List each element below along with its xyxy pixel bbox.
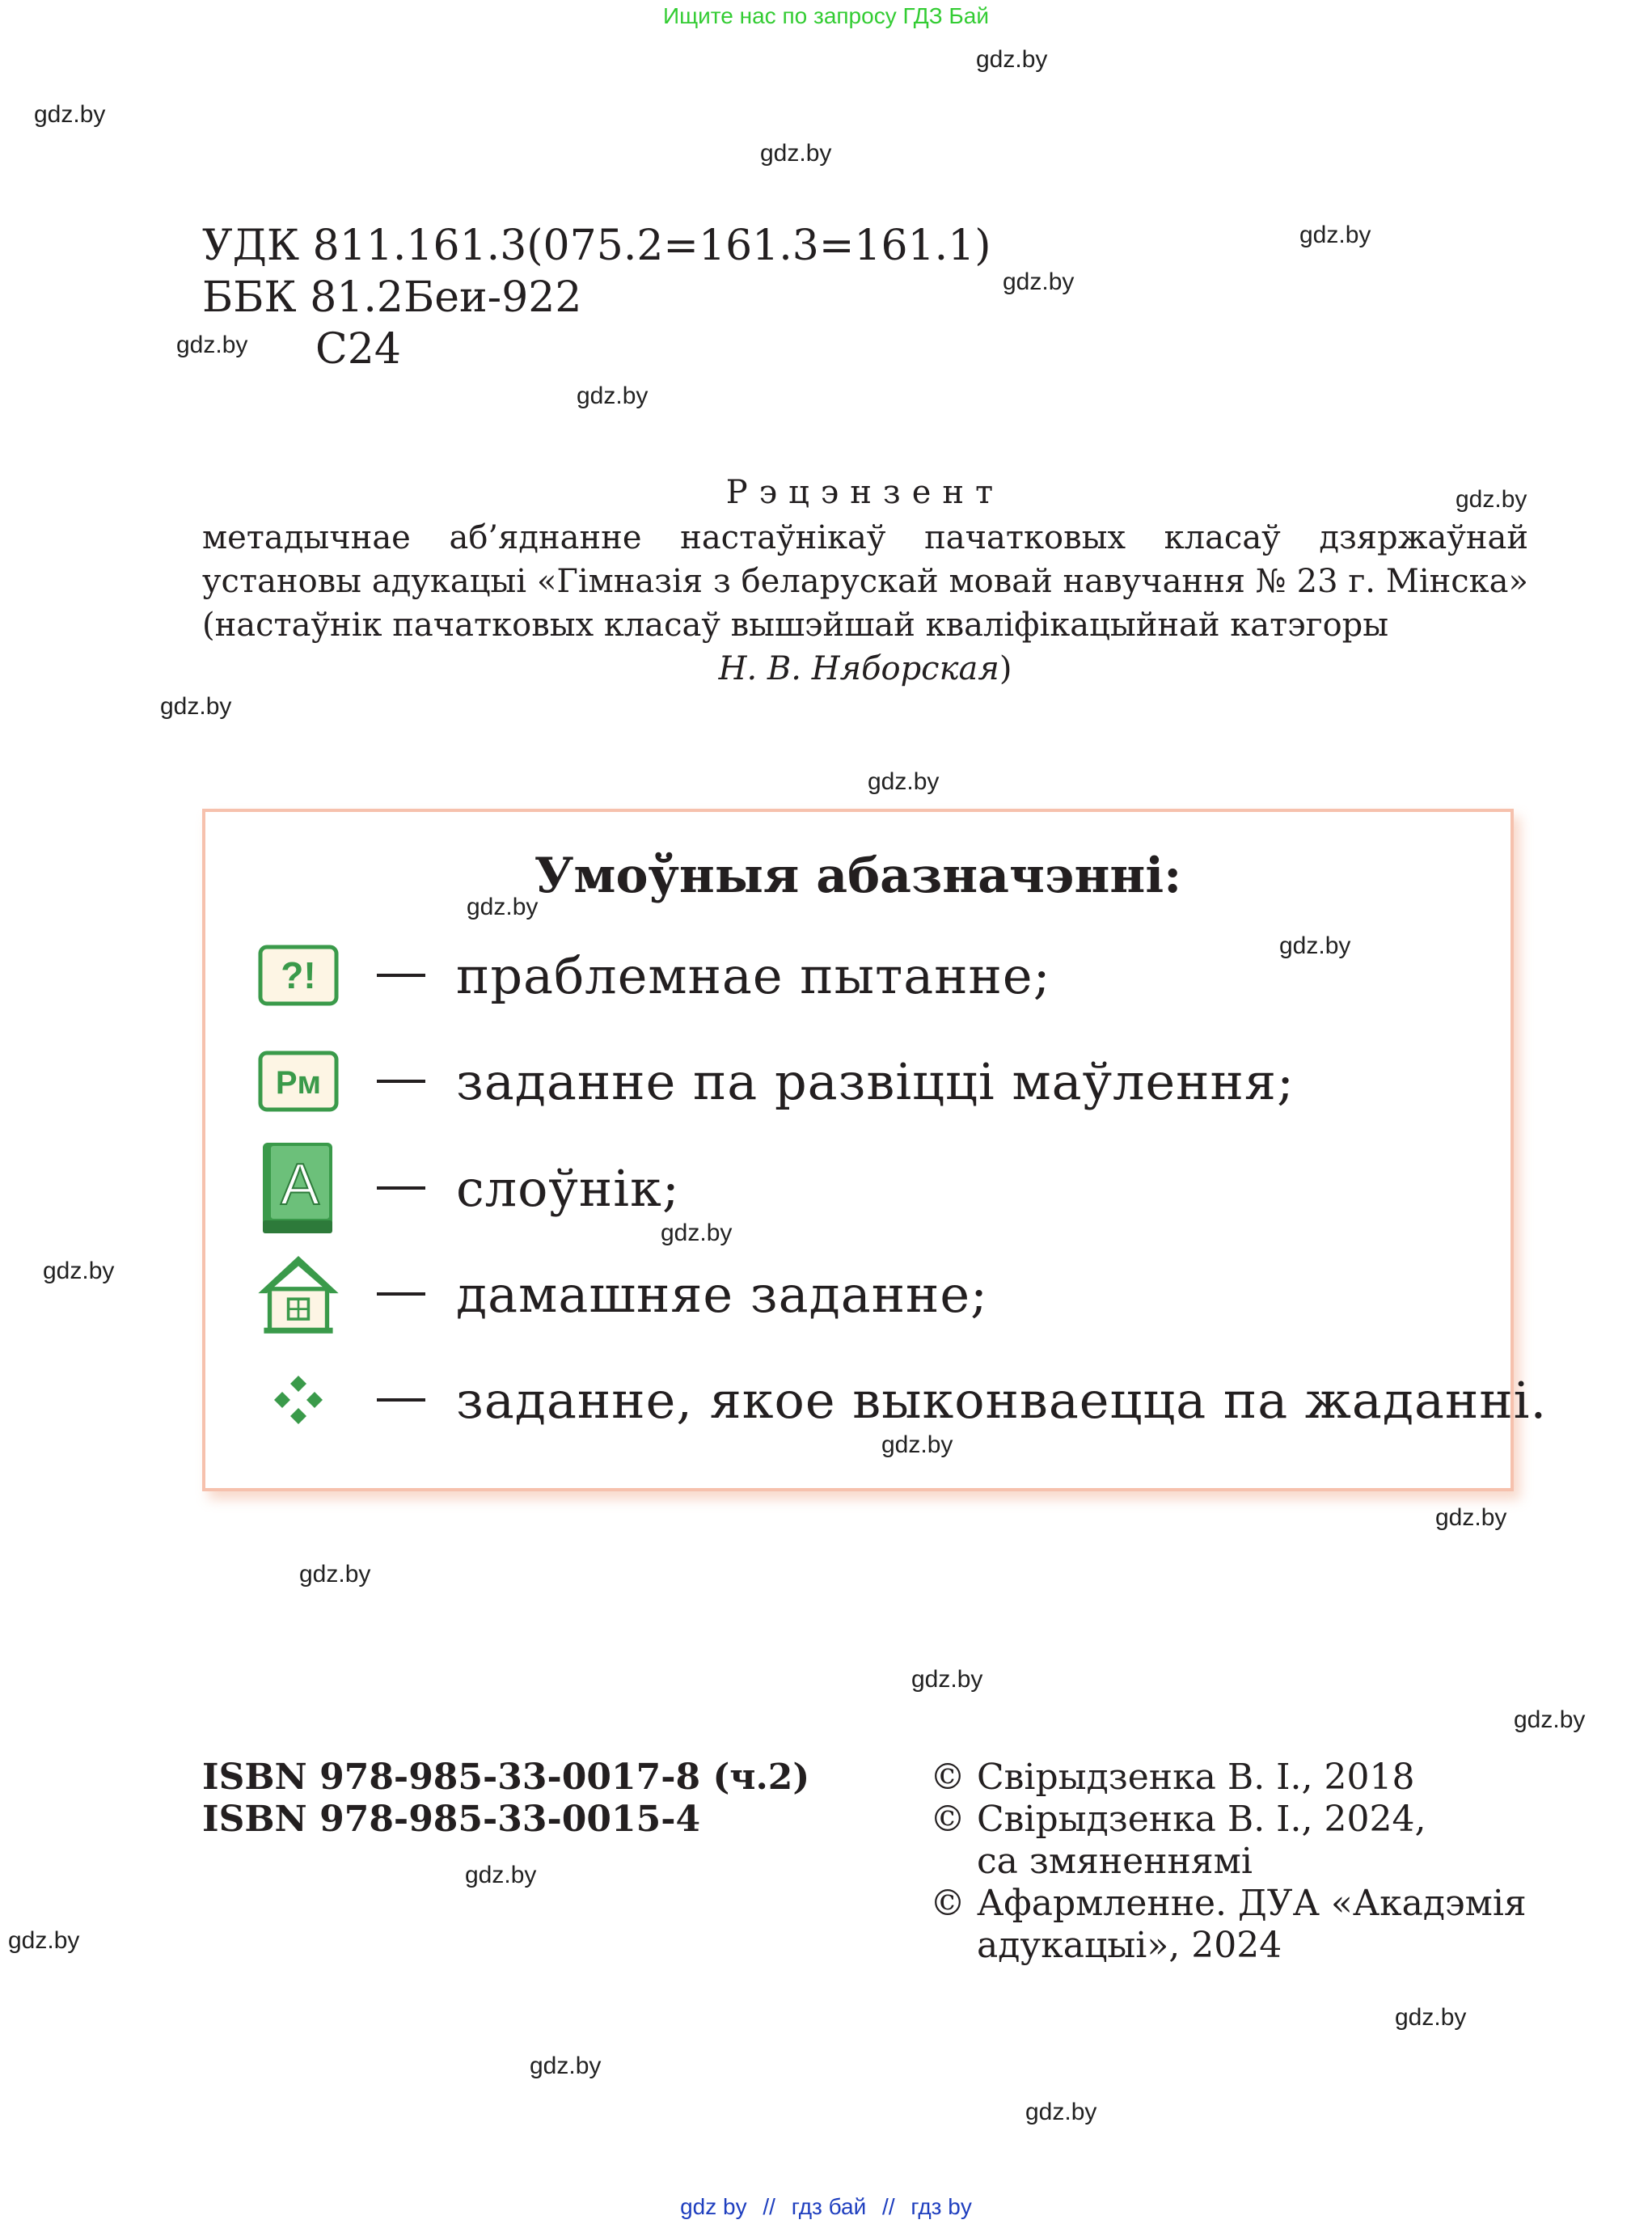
watermark: gdz.by (1025, 2099, 1097, 2125)
watermark: gdz.by (176, 332, 248, 358)
udk-code: УДК 811.161.3(075.2=161.3=161.1) (202, 222, 991, 270)
legend-item (254, 1037, 1295, 1126)
legend-box (202, 809, 1548, 1491)
legend-dash (377, 1292, 425, 1296)
legend-title: Умоўныя абазначэнні: (534, 848, 1182, 904)
problem-question-icon-text: ?! (281, 954, 316, 996)
copyright-line: © Афармленне. ДУА «Акадэмія (930, 1883, 1527, 1924)
reviewer-body: метадычнае аб’яднанне настаўнікаў пачатковых класаў дзяржаўнай установы адукацыі «Гімназія з беларускай мовай навучання № 23 г. Мінска» (настаўнік пачатковых класаў вышэйшай кваліфікацыйнай катэгоры (202, 519, 1528, 644)
watermark: gdz.by (868, 768, 940, 795)
watermark: gdz.by (976, 46, 1048, 73)
bottom-links (0, 2194, 1652, 2220)
dictionary-icon-text: А (280, 1152, 320, 1217)
legend-item-text: заданне па развіцці маўлення; (456, 1051, 1295, 1111)
watermark: gdz.by (760, 140, 832, 167)
watermark: gdz.by (1395, 2004, 1467, 2031)
watermark: gdz.by (1279, 932, 1351, 959)
watermark: gdz.by (1435, 1504, 1507, 1531)
classification-codes (202, 220, 991, 375)
legend-item-text: слоўнік; (456, 1158, 680, 1218)
watermark: gdz.by (34, 101, 106, 128)
legend-item-text: праблемнае пытанне; (456, 945, 1051, 1005)
link-gdz-by[interactable]: gdz by (680, 2194, 747, 2219)
legend-dash (377, 1186, 425, 1190)
copyright-line: © Свірыдзенка В. І., 2024, (930, 1799, 1426, 1840)
copyright-line: адукацыі», 2024 (977, 1925, 1282, 1966)
legend-item (254, 931, 1050, 1020)
legend-dash (377, 1398, 425, 1402)
watermark: gdz.by (911, 1666, 983, 1693)
legend-item-text: заданне, якое выконваецца па жаданні. (456, 1370, 1548, 1430)
watermark: gdz.by (1003, 268, 1075, 295)
legend-item (254, 1249, 988, 1338)
watermark: gdz.by (160, 693, 232, 720)
watermark: gdz.by (467, 894, 539, 920)
copyright-line: © Свірыдзенка В. І., 2018 (930, 1757, 1415, 1798)
watermark: gdz.by (465, 1862, 537, 1888)
reviewer-name: Н. В. Няборская (718, 650, 999, 687)
watermark: gdz.by (1299, 222, 1371, 248)
isbn-line: ISBN 978-985-33-0017-8 (ч.2) (202, 1757, 810, 1798)
link-gdz-bai[interactable]: гдз бай (791, 2194, 867, 2219)
isbn-line: ISBN 978-985-33-0015-4 (202, 1799, 701, 1840)
reviewer-name-line (202, 647, 1528, 691)
copyright-block (930, 1757, 1527, 1967)
author-mark: С24 (315, 325, 401, 374)
legend-dash (377, 1080, 425, 1083)
reviewer-name-close: ) (999, 650, 1012, 687)
link-separator: // (763, 2194, 775, 2219)
speech-development-icon (254, 1037, 343, 1126)
bbk-code: ББК 81.2Беи-922 (202, 273, 582, 322)
watermark: gdz.by (530, 2053, 602, 2079)
legend-item-text: дамашняе заданне; (456, 1264, 988, 1324)
top-banner[interactable]: Ищите нас по запросу ГДЗ Бай (662, 3, 990, 28)
watermark: gdz.by (881, 1431, 953, 1458)
reviewer-section (202, 471, 1528, 691)
link-gdz-by-alt[interactable]: гдз by (911, 2194, 972, 2219)
isbn-block (202, 1757, 809, 1841)
link-separator: // (882, 2194, 895, 2219)
speech-development-icon-text: Рм (275, 1065, 322, 1101)
reviewer-heading: Рэцэнзент (725, 474, 1005, 511)
watermark: gdz.by (577, 383, 649, 409)
watermark: gdz.by (43, 1258, 115, 1284)
dictionary-icon (254, 1144, 343, 1233)
legend-dash (377, 974, 425, 977)
watermark: gdz.by (661, 1220, 733, 1246)
watermark: gdz.by (1514, 1706, 1586, 1733)
legend-item (254, 1144, 680, 1233)
copyright-line: са змяненнямі (977, 1841, 1253, 1882)
house-icon (254, 1249, 343, 1338)
diamonds-icon (254, 1355, 343, 1444)
problem-question-icon (254, 931, 343, 1020)
watermark: gdz.by (8, 1927, 80, 1954)
watermark: gdz.by (1456, 486, 1527, 513)
watermark: gdz.by (299, 1561, 371, 1588)
